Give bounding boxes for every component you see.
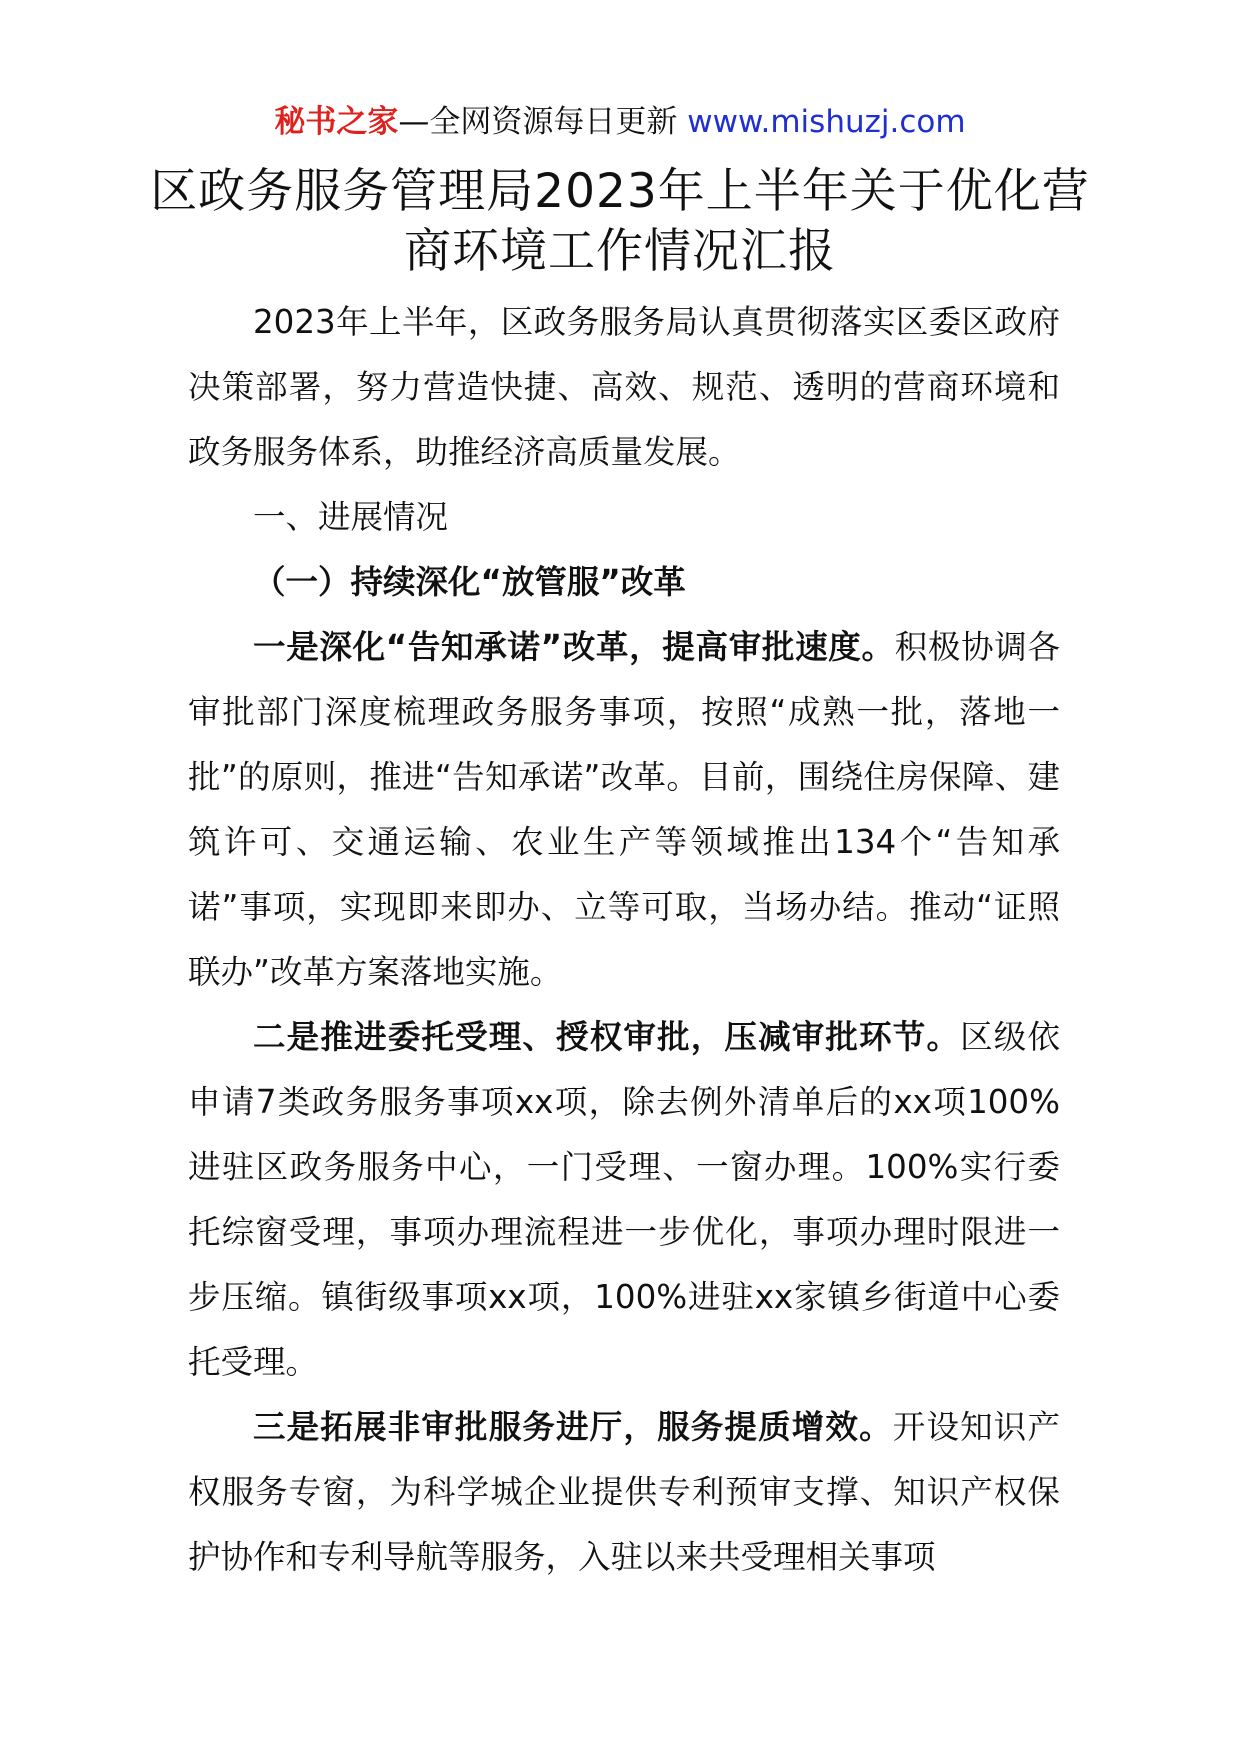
document-body — [188, 290, 1060, 1590]
paragraph-lead: 一是深化“告知承诺”改革，提高审批速度。 — [253, 628, 895, 666]
body-paragraph-1 — [188, 615, 1060, 1005]
paragraph-text: 区级依申请7类政务服务事项xx项，除去例外清单后的xx项100%进驻区政务服务中心，一门受理、一窗办理。100%实行委托综窗受理，事项办理流程进一步优化，事项办理时限进一步压缩。镇街级事项xx项，100%进驻xx家镇乡街道中心委托受理。 — [188, 1018, 1060, 1381]
site-brand: 秘书之家 — [274, 104, 399, 140]
body-paragraph-2 — [188, 1005, 1060, 1395]
subsection-heading: （一）持续深化“放管服”改革 — [253, 563, 686, 601]
site-tagline: —全网资源每日更新 — [398, 104, 688, 140]
paragraph-lead: 二是推进委托受理、授权审批，压减审批环节。 — [253, 1018, 961, 1056]
paragraph-lead: 三是拓展非审批服务进厅，服务提质增效。 — [253, 1408, 893, 1446]
intro-paragraph: 2023年上半年，区政务服务局认真贯彻落实区委区政府决策部署，努力营造快捷、高效、规范、透明的营商环境和政务服务体系，助推经济高质量发展。 — [188, 303, 1060, 471]
paragraph-text: 积极协调各审批部门深度梳理政务服务事项，按照“成熟一批，落地一批”的原则，推进“告知承诺”改革。目前，围绕住房保障、建筑许可、交通运输、农业生产等领域推出134个“告知承诺”事项，实现即来即办、立等可取，当场办结。推动“证照联办”改革方案落地实施。 — [188, 628, 1060, 991]
body-paragraph-3 — [188, 1395, 1060, 1590]
site-banner — [0, 100, 1240, 144]
document-title: 区政务服务管理局2023年上半年关于优化营商环境工作情况汇报 — [150, 164, 1090, 279]
site-url-link[interactable]: www.mishuzj.com — [687, 104, 966, 140]
section-heading: 一、进展情况 — [253, 498, 449, 536]
paragraph-text: 开设知识产权服务专窗，为科学城企业提供专利预审支撑、知识产权保护协作和专利导航等服务，入驻以来共受理相关事项 — [188, 1408, 1060, 1576]
